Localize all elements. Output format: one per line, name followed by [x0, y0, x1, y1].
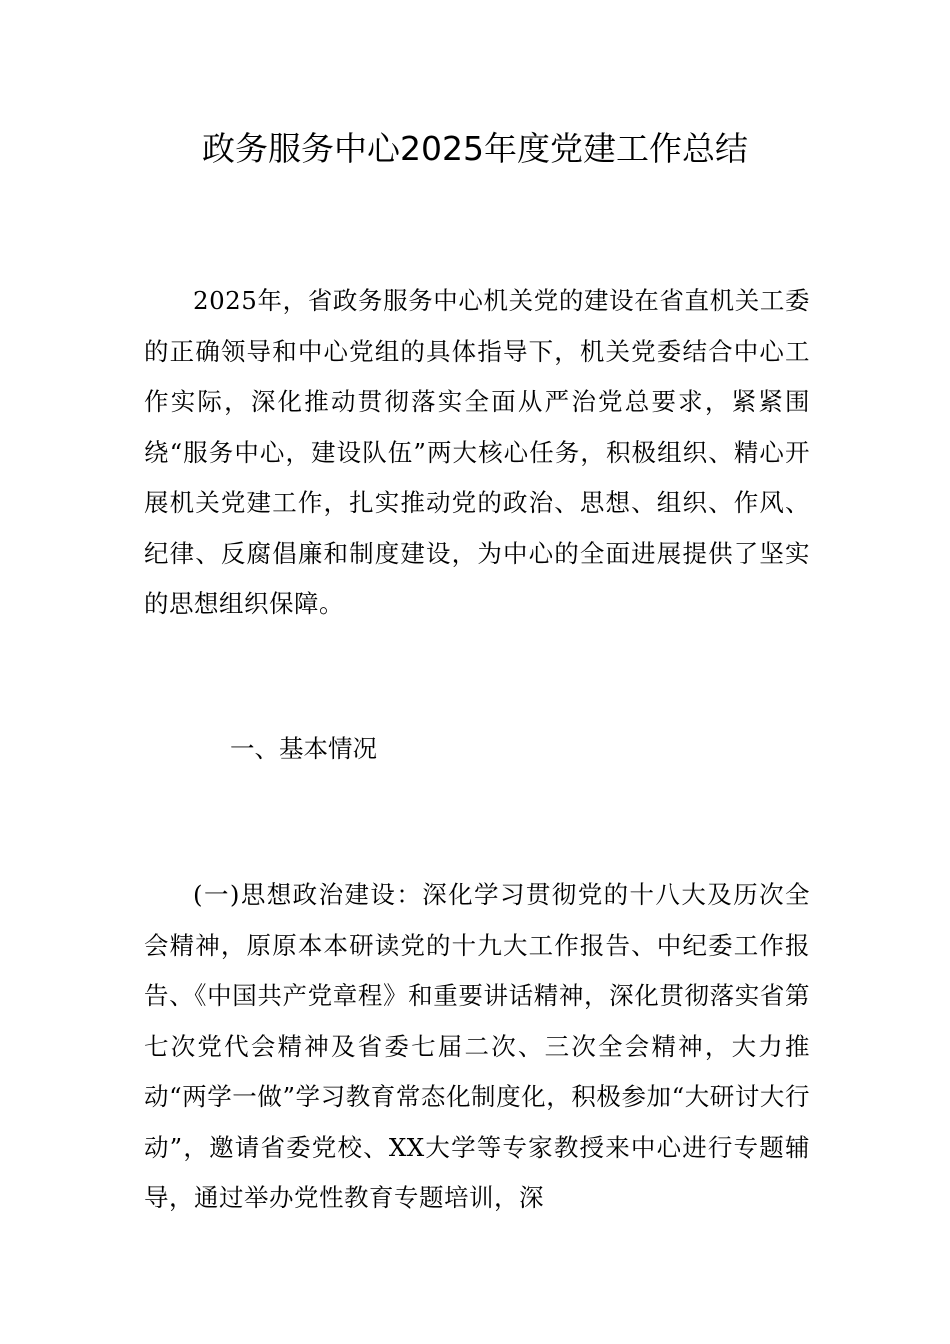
subsection-paragraph: (一)思想政治建设：深化学习贯彻党的十八大及历次全会精神，原原本本研读党的十九大工作报告、中纪委工作报告、《中国共产党章程》和重要讲话精神，深化贯彻落实省第七次党代会精神及省委七届二次、三次全会精神，大力推动“两学一做”学习教育常态化制度化，积极参加“大研讨大行动”，邀请省委党校、XX大学等专家教授来中心进行专题辅导，通过举办党性教育专题培训，深: [144, 880, 810, 1212]
document-title: 政务服务中心2025年度党建工作总结: [202, 129, 748, 168]
section-heading: 一、基本情况: [230, 734, 377, 763]
intro-paragraph: 2025年，省政务服务中心机关党的建设在省直机关工委的正确领导和中心党组的具体指导下，机关党委结合中心工作实际，深化推动贯彻落实全面从严治党总要求，紧紧围绕“服务中心，建设队伍”两大核心任务，积极组织、精心开展机关党建工作，扎实推动党的政治、思想、组织、作风、纪律、反腐倡廉和制度建设，为中心的全面进展提供了坚实的思想组织保障。: [144, 286, 810, 618]
